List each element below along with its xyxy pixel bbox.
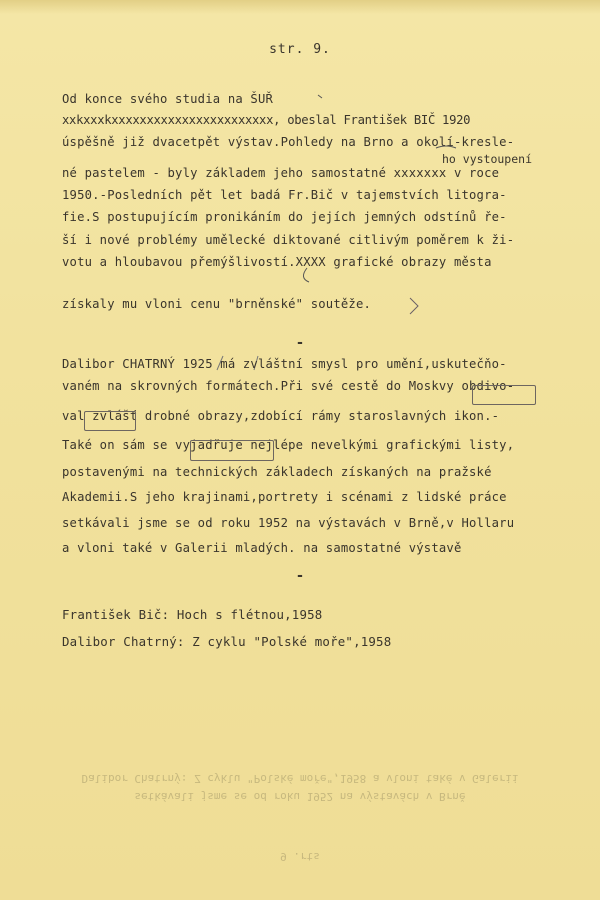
- text-line: votu a hloubavou přemýšlivostí.XXXX grafické obrazy města: [62, 255, 492, 269]
- page-number: str. 9.: [269, 42, 331, 57]
- edit-bracket: [190, 440, 274, 461]
- text-line: val zvlášť drobné obrazy,zdobící rámy staroslavných ikon.-: [62, 409, 500, 423]
- text-line: Také on sám se vyjadřuje nejlépe nevelkými grafickými listy,: [62, 438, 515, 452]
- text-line: né pastelem - byly základem jeho samostatné xxxxxxx v roce: [62, 166, 500, 180]
- caption-chatrny: Dalibor Chatrný: Z cyklu "Polské moře",1958: [62, 634, 392, 649]
- show-through-text: Dalibor Chatrný: Z cyklu "Polské moře",1958 a vloni také v Galerii: [81, 772, 519, 785]
- text-line: postavenými na technických základech získaných na pražské: [62, 465, 492, 479]
- separator-dash: -: [295, 335, 305, 351]
- handwritten-insertion: ho vystoupení: [442, 152, 533, 166]
- separator-dash: -: [295, 568, 305, 584]
- paper-edge: [0, 0, 600, 14]
- text-line: xxkxxxkxxxxxxxxxxxxxxxxxxxxxxx, obeslal František BIČ 1920: [62, 113, 471, 127]
- text-line: ší i nové problémy umělecké diktované citlivým poměrem k ži-: [62, 233, 515, 247]
- show-through-text: 9 .rts: [280, 850, 320, 863]
- caption-bic: František Bič: Hoch s flétnou,1958: [62, 607, 323, 622]
- text-line: úspěšně již dvacetpět výstav.Pohledy na Brno a okolí-kresle-: [62, 135, 515, 149]
- show-through-text: setkávali jsme se od roku 1952 na výstavách v Brně: [134, 790, 466, 803]
- text-line: a vloni také v Galerii mladých. na samostatné výstavě: [62, 541, 462, 555]
- edit-bracket: [472, 385, 536, 405]
- text-line: fie.S postupujícím pronikáním do jejích jemných odstínů ře-: [62, 210, 507, 224]
- text-line: vaném na skrovných formátech.Při své cestě do Moskvy obdivo-: [62, 379, 515, 393]
- text-line: Od konce svého studia na ŠUŘ: [62, 92, 274, 106]
- text-line: získaly mu vloni cenu "brněnské" soutěže.: [62, 297, 372, 311]
- text-line: setkávali jsme se od roku 1952 na výstavách v Brně,v Hollaru: [62, 516, 515, 530]
- edit-bracket: [84, 411, 136, 431]
- text-line: Dalibor CHATRNÝ 1925 má zvláštní smysl pro umění,uskutečňo-: [62, 357, 507, 371]
- text-line: Akademii.S jeho krajinami,portrety i scénami z lidské práce: [62, 490, 507, 504]
- text-line: 1950.-Posledních pět let badá Fr.Bič v tajemstvích litogra-: [62, 188, 507, 202]
